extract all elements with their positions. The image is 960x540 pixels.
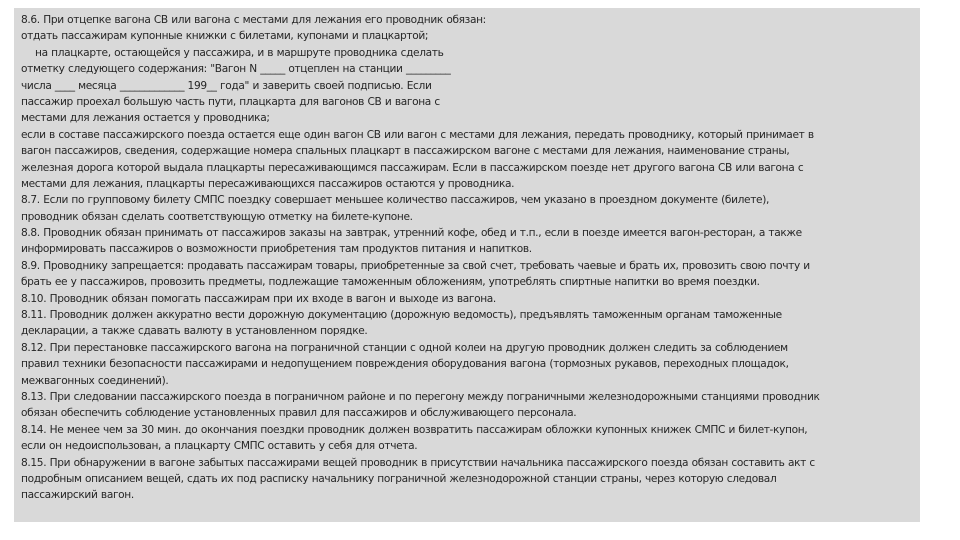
text-line: обязан обеспечить соблюдение установленных правил для пассажиров и обслуживающего персонала. — [21, 407, 577, 420]
text-line: железная дорога которой выдала плацкарты пересаживающимся пассажирам. Если в пассажирском поезде нет другого вагона СВ или вагона с — [21, 161, 804, 174]
text-line: 8.8. Проводник обязан принимать от пассажиров заказы на завтрак, утренний кофе, обед и т.п., если в поезде имеется вагон-ресторан, а также — [21, 227, 802, 240]
text-line: 8.11. Проводник должен аккуратно вести дорожную документацию (дорожную ведомость), предъявлять таможенным органам таможенные — [21, 309, 782, 322]
text-line: на плацкарте, остающейся у пассажира, и в маршруте проводника сделать — [35, 46, 444, 59]
text-line: 8.9. Проводнику запрещается: продавать пассажирам товары, приобретенные за свой счет, требовать чаевые и брать их, провозить свою почту и — [21, 259, 810, 272]
text-line: если в составе пассажирского поезда остается еще один вагон СВ или вагон с местами для лежания, передать проводнику, который принимает в — [21, 128, 814, 141]
text-line: отметку следующего содержания: "Вагон N _____ отцеплен на станции _________ — [21, 63, 451, 76]
text-line: местами для лежания, плацкарты пересаживающихся пассажиров остаются у проводника. — [21, 177, 515, 190]
text-line: проводник обязан сделать соответствующую отметку на билете-купоне. — [21, 210, 413, 223]
text-line: если он недоиспользован, а плацкарту СМПС оставить у себя для отчета. — [21, 440, 418, 453]
text-line: отдать пассажирам купонные книжки с билетами, купонами и плацкартой; — [21, 30, 429, 43]
text-line: межвагонных соединений). — [21, 374, 169, 387]
text-line: 8.10. Проводник обязан помогать пассажирам при их входе в вагон и выходе из вагона. — [21, 292, 496, 305]
text-line: 8.13. При следовании пассажирского поезда в пограничном районе и по перегону между пограничными железнодорожными станциями проводник — [21, 390, 820, 403]
text-line: брать ее у пассажиров, провозить предметы, подлежащие таможенным обложениям, употреблять спиртные напитки во время поездки. — [21, 276, 760, 289]
text-line: информировать пассажиров о возможности приобретения там продуктов питания и напитков. — [21, 243, 532, 256]
text-line: числа ____ месяца _____________ 199__ года" и заверить своей подписью. Если — [21, 79, 432, 92]
text-line: пассажир проехал большую часть пути, плацкарта для вагонов СВ и вагона с — [21, 95, 440, 108]
text-line: местами для лежания остается у проводника; — [21, 112, 270, 125]
text-line: правил техники безопасности пассажирами и недопущением повреждения оборудования вагона (тормозных рукавов, переходных площадок, — [21, 358, 789, 371]
text-line: 8.6. При отцепке вагона СВ или вагона с местами для лежания его проводник обязан: — [21, 14, 486, 26]
text-line: 8.7. Если по групповому билету СМПС поездку совершает меньшее количество пассажиров, чем указано в проездном документе (билете), — [21, 194, 770, 207]
document-panel — [14, 8, 920, 522]
text-line: пассажирский вагон. — [21, 489, 134, 502]
text-line: подробным описанием вещей, сдать их под расписку начальнику пограничной железнодорожной станции страны, через которую следовал — [21, 472, 777, 485]
text-line: 8.12. При перестановке пассажирского вагона на пограничной станции с одной колеи на другую проводник должен следить за соблюдением — [21, 341, 788, 354]
text-line: декларации, а также сдавать валюту в установленном порядке. — [21, 325, 368, 338]
text-line: 8.14. Не менее чем за 30 мин. до окончания поездки проводник должен возвратить пассажирам обложки купонных книжек СМПС и билет-купон, — [21, 423, 808, 436]
text-line: вагон пассажиров, сведения, содержащие номера спальных плацкарт в пассажирском вагоне с местами для лежания, наименование страны, — [21, 145, 790, 158]
text-line: 8.15. При обнаружении в вагоне забытых пассажирами вещей проводник в присутствии начальника пассажирского поезда обязан составить акт с — [21, 456, 815, 469]
